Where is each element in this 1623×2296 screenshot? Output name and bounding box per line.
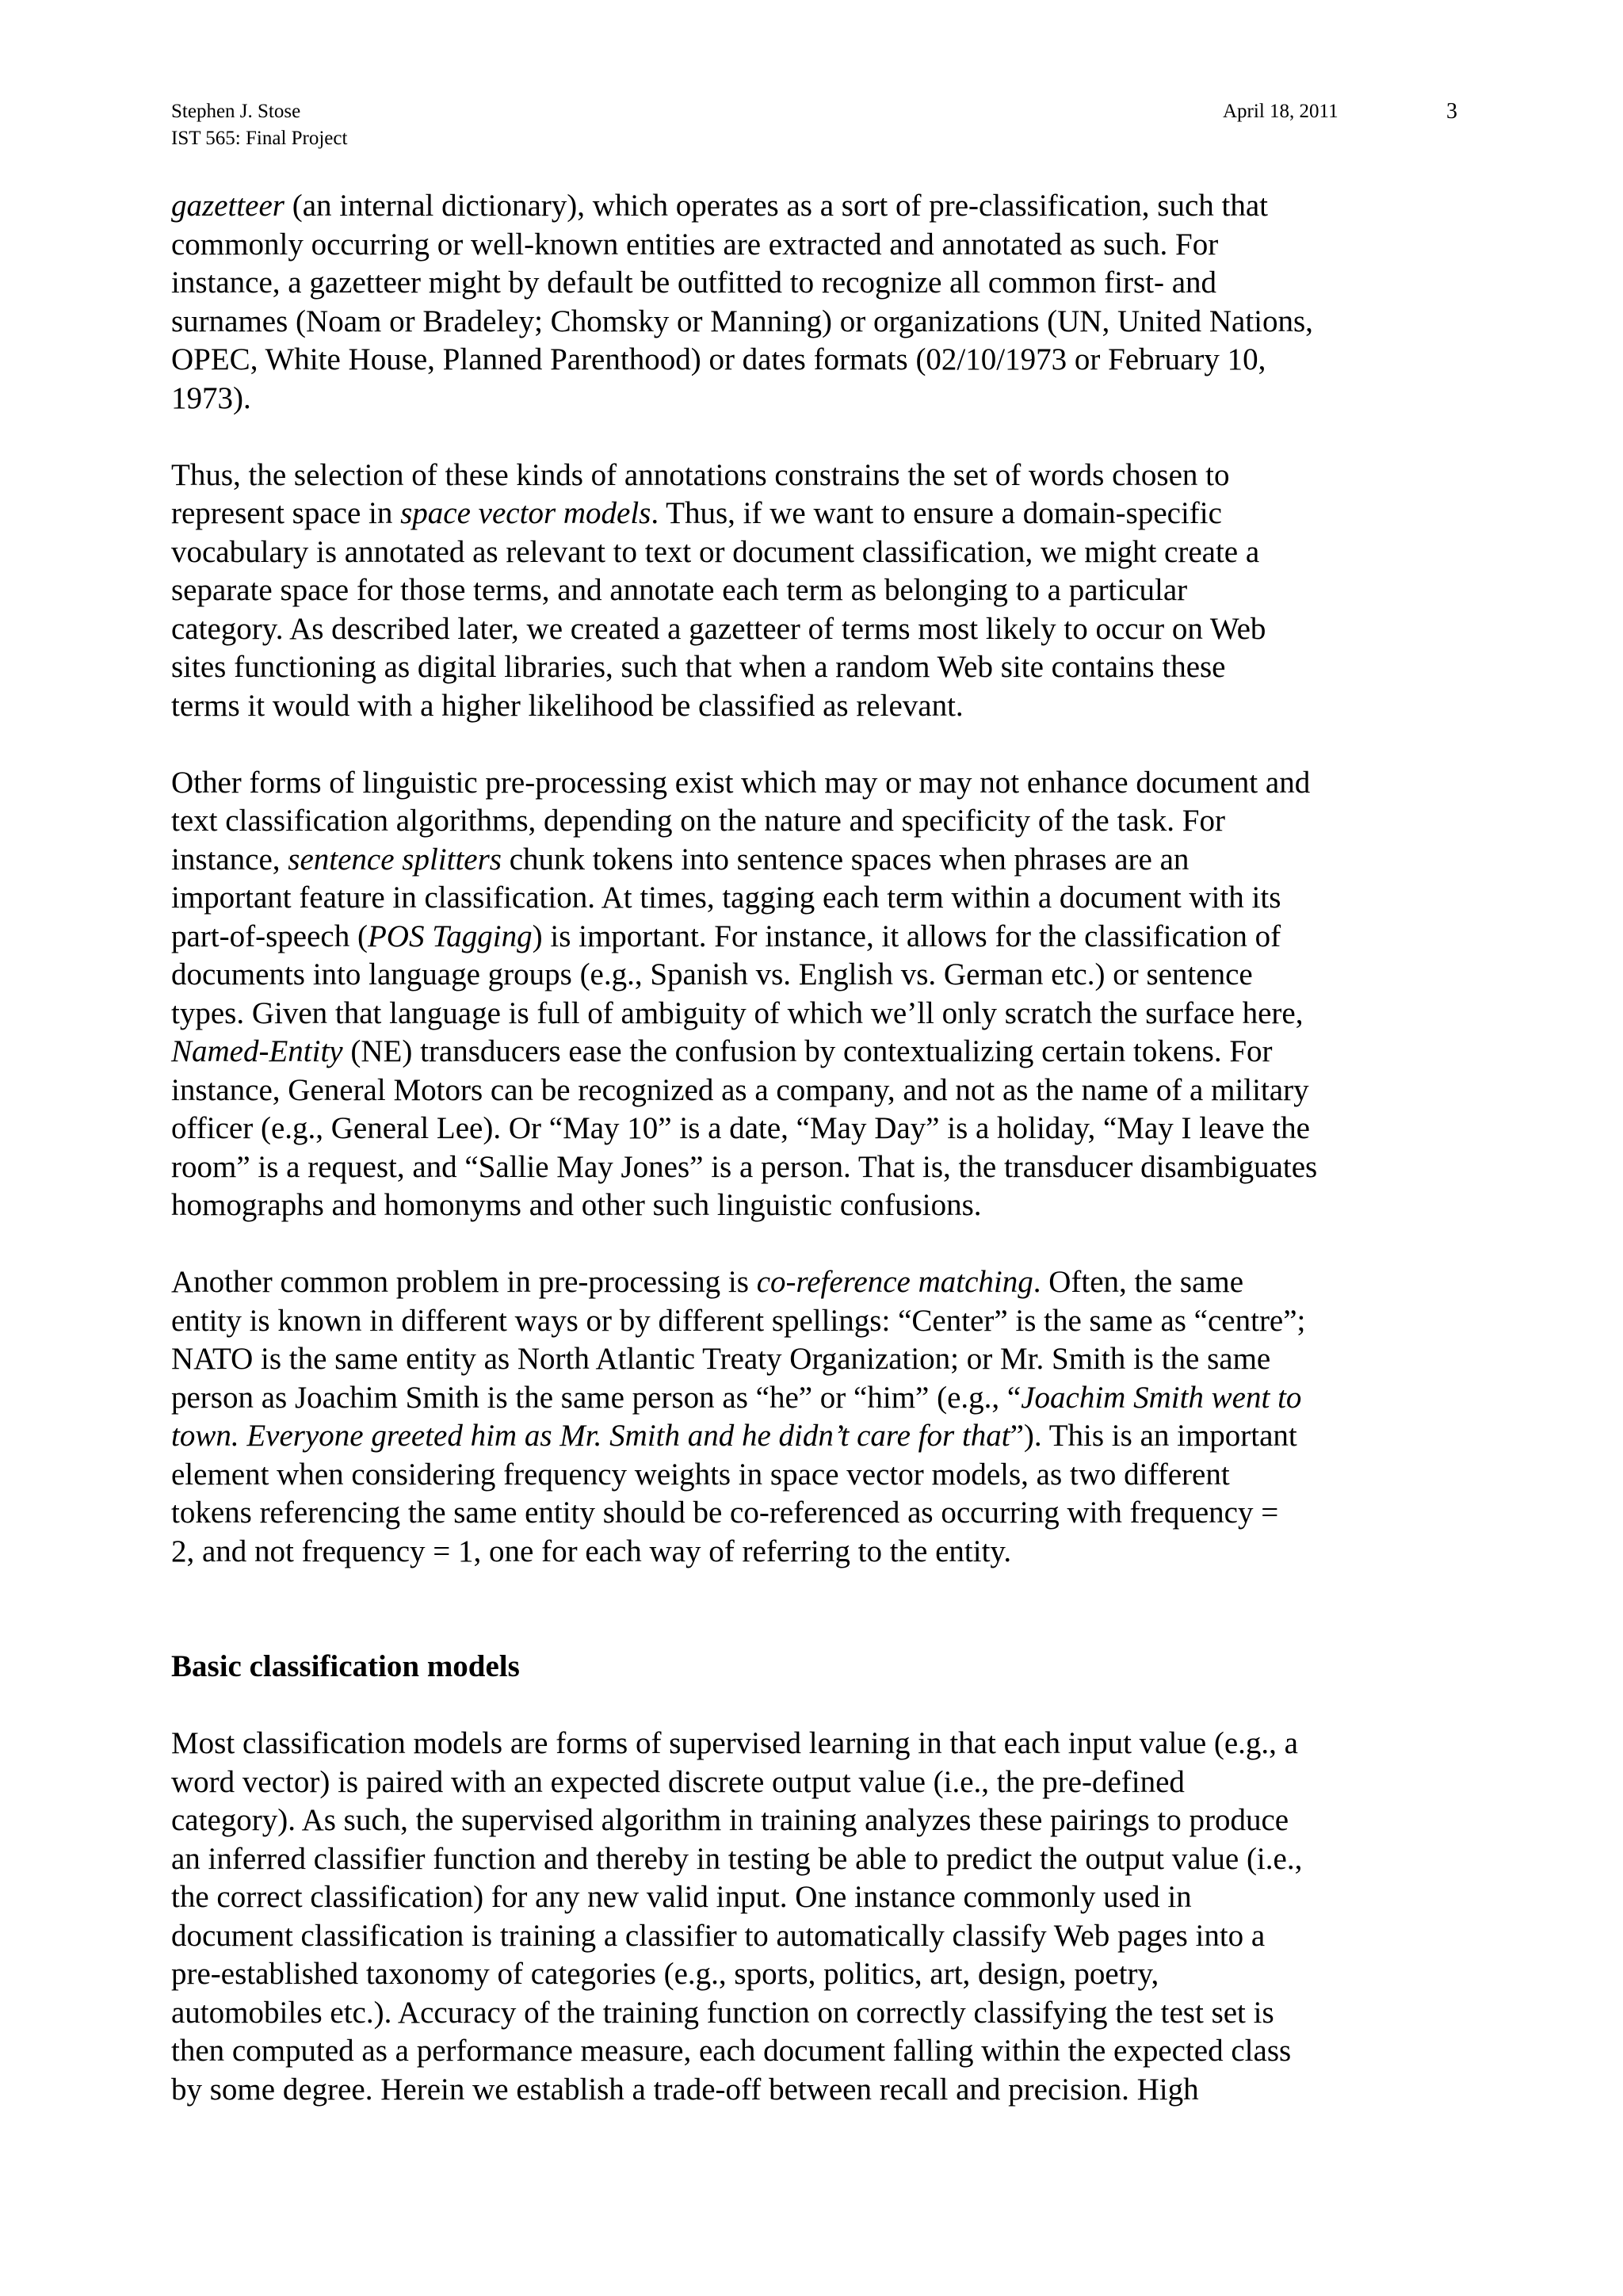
text-line: Another common problem in pre-processing is co-reference matching. Often, the same — [171, 1265, 1244, 1299]
text-line: the correct classification) for any new valid input. One instance commonly used in — [171, 1880, 1192, 1914]
text-line: document classification is training a classifier to automatically classify Web pages into a — [171, 1918, 1266, 1953]
text-line: vocabulary is annotated as relevant to text or document classification, we might create a — [171, 534, 1260, 569]
text-line: part-of-speech (POS Tagging) is important. For instance, it allows for the classification of — [171, 919, 1281, 953]
text-line: sites functioning as digital libraries, such that when a random Web site contains these — [171, 650, 1226, 684]
text-line: by some degree. Herein we establish a trade-off between recall and precision. High — [171, 2072, 1199, 2107]
page-number: 3 — [1446, 99, 1457, 124]
text-line: OPEC, White House, Planned Parenthood) or dates formats (02/10/1973 or February 10, — [171, 342, 1266, 376]
text-line: then computed as a performance measure, each document falling within the expected class — [171, 2034, 1292, 2068]
paragraph-preprocessing — [171, 764, 1471, 1225]
text-line: text classification algorithms, depending on the nature and specificity of the task. For — [171, 804, 1225, 838]
emphasis: co-reference matching — [756, 1265, 1033, 1299]
text-line: commonly occurring or well-known entities are extracted and annotated as such. For — [171, 227, 1219, 262]
emphasis: Named-Entity — [171, 1034, 343, 1068]
text-line: element when considering frequency weights in space vector models, as two different — [171, 1457, 1230, 1492]
document-body — [171, 187, 1471, 2109]
text-line: pre-established taxonomy of categories (e.g., sports, politics, art, design, poetry, — [171, 1957, 1159, 1991]
text-line: category. As described later, we created a gazetteer of terms most likely to occur on Web — [171, 611, 1266, 646]
text-line: gazetteer (an internal dictionary), which operates as a sort of pre-classification, such that — [171, 189, 1269, 223]
text-line: terms it would with a higher likelihood be classified as relevant. — [171, 688, 964, 723]
paragraph-coreference — [171, 1263, 1471, 1571]
section-heading: Basic classification models — [171, 1649, 520, 1683]
text-line: category). As such, the supervised algorithm in training analyzes these pairings to produce — [171, 1803, 1289, 1837]
text-line: town. Everyone greeted him as Mr. Smith and he didn’t care for that”). This is an important — [171, 1419, 1297, 1453]
header-date: April 18, 2011 — [1223, 101, 1338, 122]
text-line: types. Given that language is full of ambiguity of which we’ll only scratch the surface here, — [171, 995, 1304, 1030]
text-line: instance, sentence splitters chunk tokens into sentence spaces when phrases are an — [171, 842, 1190, 877]
text-line: Thus, the selection of these kinds of annotations constrains the set of words chosen to — [171, 457, 1230, 492]
paragraph-gazetteer — [171, 187, 1471, 418]
text-line: tokens referencing the same entity should be co-referenced as occurring with frequency = — [171, 1496, 1279, 1530]
text-line: Other forms of linguistic pre-processing exist which may or may not enhance document and — [171, 765, 1311, 800]
text-line: Named-Entity (NE) transducers ease the confusion by contextualizing certain tokens. For — [171, 1034, 1273, 1068]
text-line: homographs and homonyms and other such linguistic confusions. — [171, 1188, 982, 1222]
header-author: Stephen J. Stose — [171, 101, 301, 122]
emphasis: POS Tagging — [367, 919, 533, 953]
emphasis: space vector models — [400, 496, 651, 530]
header-course: IST 565: Final Project — [171, 128, 348, 149]
text-line: instance, a gazetteer might by default be outfitted to recognize all common first- and — [171, 266, 1217, 300]
text-line: 1973). — [171, 380, 251, 415]
text-line: surnames (Noam or Bradeley; Chomsky or Manning) or organizations (UN, United Nations, — [171, 304, 1313, 338]
text-line: officer (e.g., General Lee). Or “May 10” is a date, “May Day” is a holiday, “May I leave the — [171, 1111, 1310, 1145]
text-line: word vector) is paired with an expected discrete output value (i.e., the pre-defined — [171, 1764, 1185, 1799]
text-line: an inferred classifier function and thereby in testing be able to predict the output value (i.e., — [171, 1841, 1303, 1876]
text-line: room” is a request, and “Sallie May Jones” is a person. That is, the transducer disambiguates — [171, 1149, 1318, 1184]
text-line: entity is known in different ways or by different spellings: “Center” is the same as “centre”; — [171, 1303, 1306, 1338]
emphasis: sentence splitters — [288, 842, 502, 877]
paragraph-classification — [171, 1725, 1471, 2109]
text-line: Most classification models are forms of supervised learning in that each input value (e.g., a — [171, 1726, 1298, 1760]
text-line: person as Joachim Smith is the same person as “he” or “him” (e.g., “Joachim Smith went to — [171, 1380, 1302, 1415]
paragraph-annotations — [171, 457, 1471, 726]
emphasis: town. Everyone greeted him as Mr. Smith and he didn’t care for that — [171, 1419, 1010, 1453]
text-line: automobiles etc.). Accuracy of the training function on correctly classifying the test set is — [171, 1995, 1274, 2030]
page-header — [171, 98, 347, 152]
text-line: NATO is the same entity as North Atlantic Treaty Organization; or Mr. Smith is the same — [171, 1342, 1271, 1376]
text-line: represent space in space vector models. Thus, if we want to ensure a domain-specific — [171, 496, 1222, 530]
text-line: 2, and not frequency = 1, one for each way of referring to the entity. — [171, 1534, 1012, 1568]
text-line: documents into language groups (e.g., Spanish vs. English vs. German etc.) or sentence — [171, 957, 1253, 991]
emphasis: gazetteer — [171, 189, 285, 223]
emphasis: Joachim Smith went to — [1021, 1380, 1302, 1415]
text-line: separate space for those terms, and annotate each term as belonging to a particular — [171, 573, 1188, 607]
text-line: important feature in classification. At times, tagging each term within a document with its — [171, 881, 1281, 915]
text-line: instance, General Motors can be recognized as a company, and not as the name of a military — [171, 1072, 1309, 1107]
